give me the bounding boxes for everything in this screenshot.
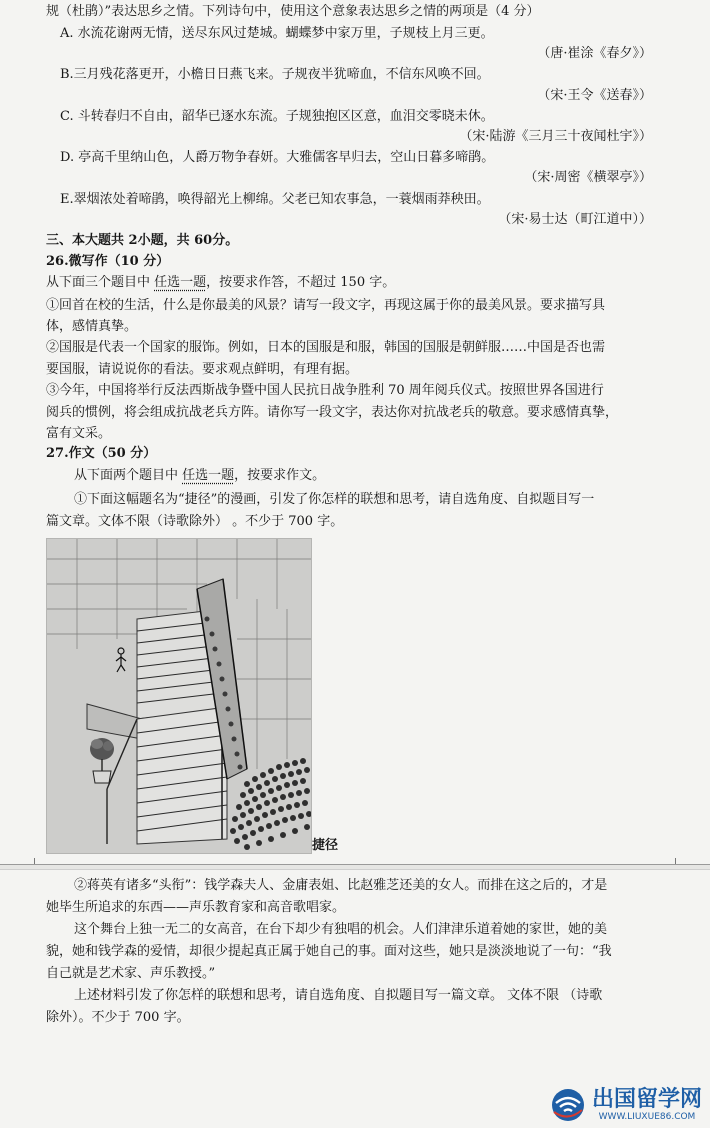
q26-option-2-line-1: ②国服是代表一个国家的服饰。例如，日本的国服是和服，韩国的国服是朝鲜服……中国是否也需 xyxy=(46,340,606,355)
option-b: B.三月残花落更开，小檐日日燕飞来。子规夜半犹啼血，不信东风唤不回。 xyxy=(60,67,490,82)
q26-title: 26.微写作（10 分） xyxy=(46,254,170,269)
material-para-1-line-2: 她毕生所追求的东西——声乐教育家和高音歌唱家。 xyxy=(46,900,346,915)
option-e: E.翠烟浓处着啼鹃，唤得韶光上柳绵。父老已知农事急，一蓑烟雨莽秧田。 xyxy=(60,192,490,207)
option-a-source: （唐·崔涂《春夕》） xyxy=(537,46,652,61)
q27-instruction-c: ，按要求作文。 xyxy=(234,468,326,483)
q27-option-1-line-2: 篇文章。文体不限（诗歌除外） 。不少于 700 字。 xyxy=(46,514,344,529)
q26-instruction xyxy=(46,273,395,293)
q26-instruction-emphasis: 任选一题 xyxy=(154,275,207,290)
question-intro: 规（杜鹃）”表达思乡之情。下列诗句中，使用这个意象表达思乡之情的两项是（4 分） xyxy=(46,4,540,19)
logo-text-block xyxy=(592,1088,702,1122)
option-a: A. 水流花谢两无情，送尽东风过楚城。蝴蝶梦中家万里，子规枝上月三更。 xyxy=(60,26,494,41)
q26-option-2-line-2: 要国服，请说说你的看法。要求观点鲜明，有理有据。 xyxy=(46,362,359,377)
option-c: C. 斗转春归不自由，韶华已逐水东流。子规独抱区区意，血泪交零晓未休。 xyxy=(60,109,494,124)
shortcut-cartoon-illustration xyxy=(46,538,312,854)
stairs-escalator-drawing xyxy=(47,539,311,853)
q26-option-3-line-3: 富有文采。 xyxy=(46,426,112,441)
site-watermark-logo xyxy=(548,1086,702,1124)
material-para-2-line-3: 自己就是艺术家、声乐教授。” xyxy=(46,966,216,981)
q26-option-1-line-1: ①回首在校的生活，什么是你最美的风景？请写一段文字，再现这属于你的最美风景。要求描写具 xyxy=(46,298,606,313)
option-b-source: （宋·王令《送春》） xyxy=(537,88,652,103)
illustration-caption: 捷径 xyxy=(312,838,339,853)
prompt-line-1: 上述材料引发了你怎样的联想和思考，请自选角度、自拟题目写一篇文章。 文体不限 （诗歌 xyxy=(74,988,603,1003)
q26-instruction-a: 从下面三个题目中 xyxy=(46,275,155,290)
q27-instruction-a: 从下面两个题目中 xyxy=(74,468,183,483)
material-para-2-line-2: 貌，她和钱学森的爱情，却很少提起真正属于她自己的事。面对这些，她只是淡淡地说了一句：“我 xyxy=(46,944,612,959)
q27-option-1-line-1: ①下面这幅题名为“捷径”的漫画，引发了你怎样的联想和思考，请自选角度、自拟题目写一 xyxy=(74,492,595,507)
wifi-globe-icon xyxy=(548,1088,588,1122)
q27-title: 27.作文（50 分） xyxy=(46,446,157,461)
prompt-line-2: 除外）。不少于 700 字。 xyxy=(46,1010,190,1025)
option-e-source: （宋·易士达（町江道中）） xyxy=(498,212,652,227)
logo-name: 出国留学网 xyxy=(591,1087,702,1112)
q26-instruction-c: ，按要求作答，不超过 150 字。 xyxy=(206,275,396,290)
material-para-1-line-1: ②蒋英有诸多“头衔”：钱学森夫人、金庸表姐、比赵雅芝还美的女人。而排在这之后的，才是 xyxy=(74,878,608,893)
q26-option-3-line-1: ③今年，中国将举行反法西斯战争暨中国人民抗日战争胜利 70 周年阅兵仪式。按照世界各国进行 xyxy=(46,383,604,398)
logo-url: WWW.LIUXUE86.COM xyxy=(598,1112,696,1122)
section-3-heading: 三、本大题共 2小题，共 60分。 xyxy=(46,233,239,248)
material-para-2-line-1: 这个舞台上独一无二的女高音，在台下却少有独唱的机会。人们津津乐道着她的家世，她的美 xyxy=(74,922,608,937)
option-c-source: （宋·陆游《三月三十夜闻杜宇》） xyxy=(459,129,652,144)
q26-option-3-line-2: 阅兵的惯例，将会组成抗战老兵方阵。请你写一段文字，表达你对抗战老兵的敬意。要求感情真挚， xyxy=(46,405,619,420)
q27-instruction xyxy=(74,466,325,486)
q26-option-1-line-2: 体，感情真挚。 xyxy=(46,319,138,334)
option-d-source: （宋·周密《横翠亭》） xyxy=(524,170,652,185)
q27-instruction-emphasis: 任选一题 xyxy=(182,468,235,483)
option-d: D. 亭高千里纳山色，人爵万物争春妍。大雅儒客早归去，空山日暮多啼鹃。 xyxy=(60,150,495,165)
